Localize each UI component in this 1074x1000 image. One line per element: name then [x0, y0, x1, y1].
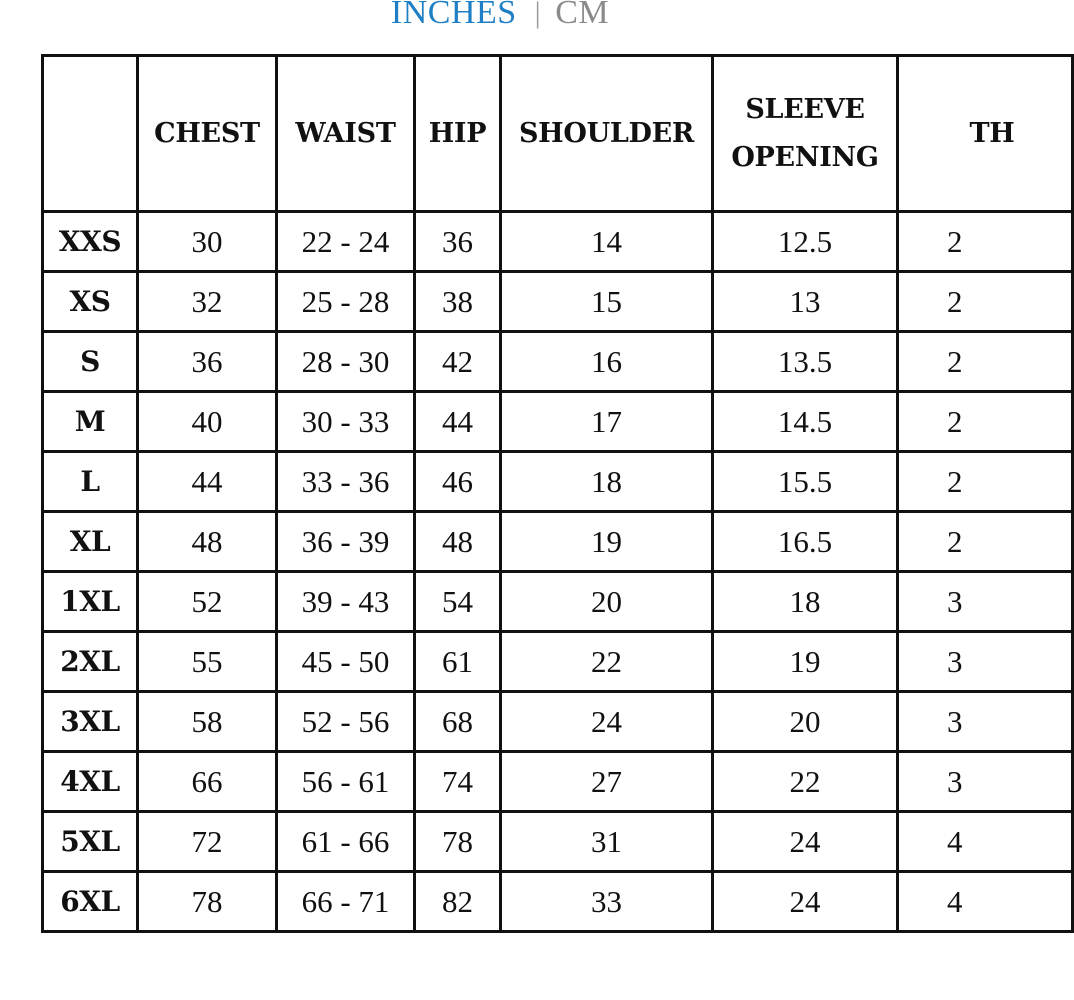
hip-cell: 42 [415, 332, 501, 392]
chest-cell: 48 [138, 512, 277, 572]
sleeve-opening-cell: 20 [713, 692, 898, 752]
table-row [43, 632, 1073, 692]
chest-cell: 78 [138, 872, 277, 932]
hip-cell: 68 [415, 692, 501, 752]
chest-cell: 72 [138, 812, 277, 872]
chest-cell: 55 [138, 632, 277, 692]
header-label-line: TH [969, 117, 1015, 149]
waist-header [277, 56, 415, 212]
size-cell: S [43, 332, 138, 392]
chest-cell: 32 [138, 272, 277, 332]
hip-cell: 48 [415, 512, 501, 572]
size-cell: XL [43, 512, 138, 572]
unit-toggle [0, 0, 1000, 33]
cropped-cell: 3 [898, 692, 1073, 752]
sleeve-opening-cell: 22 [713, 752, 898, 812]
size-cell: M [43, 392, 138, 452]
shoulder-cell: 15 [501, 272, 713, 332]
sleeve-opening-cell: 15.5 [713, 452, 898, 512]
hip-cell: 46 [415, 452, 501, 512]
cropped-cell: 3 [898, 632, 1073, 692]
size-cell: 4XL [43, 752, 138, 812]
sleeve-opening-cell: 12.5 [713, 212, 898, 272]
header-label-line: HIP [428, 117, 487, 149]
shoulder-cell: 31 [501, 812, 713, 872]
chest-cell: 30 [138, 212, 277, 272]
waist-cell: 30 - 33 [277, 392, 415, 452]
table-row [43, 272, 1073, 332]
size-cell: 6XL [43, 872, 138, 932]
shoulder-header [501, 56, 713, 212]
waist-cell: 28 - 30 [277, 332, 415, 392]
waist-cell: 61 - 66 [277, 812, 415, 872]
table-row [43, 332, 1073, 392]
cropped-cell: 3 [898, 752, 1073, 812]
waist-cell: 36 - 39 [277, 512, 415, 572]
chest-header [138, 56, 277, 212]
size-cell: 2XL [43, 632, 138, 692]
hip-cell: 36 [415, 212, 501, 272]
chest-cell: 66 [138, 752, 277, 812]
shoulder-cell: 14 [501, 212, 713, 272]
size-table [41, 54, 1074, 933]
chest-cell: 52 [138, 572, 277, 632]
cropped-cell: 3 [898, 572, 1073, 632]
sleeve-opening-cell: 24 [713, 872, 898, 932]
shoulder-cell: 33 [501, 872, 713, 932]
cropped-cell: 2 [898, 392, 1073, 452]
corner-header-cell [43, 56, 138, 212]
cropped-cell: 4 [898, 872, 1073, 932]
waist-cell: 22 - 24 [277, 212, 415, 272]
sleeve-opening-header [713, 56, 898, 212]
size-cell: XS [43, 272, 138, 332]
header-label-line: CHEST [154, 117, 260, 149]
waist-cell: 56 - 61 [277, 752, 415, 812]
table-row [43, 512, 1073, 572]
table-row [43, 872, 1073, 932]
table-row [43, 392, 1073, 452]
waist-cell: 45 - 50 [277, 632, 415, 692]
inches-unit-option[interactable]: INCHES [390, 0, 517, 31]
cropped-cell: 2 [898, 272, 1073, 332]
size-cell: XXS [43, 212, 138, 272]
size-cell: L [43, 452, 138, 512]
table-row [43, 212, 1073, 272]
shoulder-cell: 22 [501, 632, 713, 692]
hip-cell: 78 [415, 812, 501, 872]
chest-cell: 44 [138, 452, 277, 512]
cm-unit-option[interactable]: CM [555, 0, 610, 31]
shoulder-cell: 18 [501, 452, 713, 512]
shoulder-cell: 19 [501, 512, 713, 572]
hip-cell: 38 [415, 272, 501, 332]
hip-cell: 61 [415, 632, 501, 692]
shoulder-cell: 27 [501, 752, 713, 812]
shoulder-cell: 24 [501, 692, 713, 752]
table-row [43, 812, 1073, 872]
waist-cell: 33 - 36 [277, 452, 415, 512]
size-cell: 3XL [43, 692, 138, 752]
waist-cell: 25 - 28 [277, 272, 415, 332]
sleeve-opening-cell: 18 [713, 572, 898, 632]
cropped-cell: 2 [898, 212, 1073, 272]
sleeve-opening-cell: 16.5 [713, 512, 898, 572]
size-table-viewport [41, 54, 1015, 934]
waist-cell: 66 - 71 [277, 872, 415, 932]
table-row [43, 572, 1073, 632]
waist-cell: 39 - 43 [277, 572, 415, 632]
header-label-line: SHOULDER [518, 117, 695, 149]
cropped-cell: 4 [898, 812, 1073, 872]
table-row [43, 452, 1073, 512]
hip-cell: 74 [415, 752, 501, 812]
shoulder-cell: 16 [501, 332, 713, 392]
table-body [43, 212, 1073, 932]
sleeve-opening-cell: 13.5 [713, 332, 898, 392]
chest-cell: 36 [138, 332, 277, 392]
shoulder-cell: 17 [501, 392, 713, 452]
header-label-line: WAIST [295, 117, 396, 149]
sleeve-opening-cell: 13 [713, 272, 898, 332]
cropped-cell: 2 [898, 452, 1073, 512]
table-row [43, 692, 1073, 752]
cropped-cell: 2 [898, 512, 1073, 572]
hip-header [415, 56, 501, 212]
shoulder-cell: 20 [501, 572, 713, 632]
unit-separator: | [534, 0, 542, 29]
table-row [43, 752, 1073, 812]
hip-cell: 44 [415, 392, 501, 452]
sleeve-opening-cell: 14.5 [713, 392, 898, 452]
cropped-column-header [898, 56, 1073, 212]
sleeve-opening-cell: 24 [713, 812, 898, 872]
chest-cell: 58 [138, 692, 277, 752]
size-cell: 1XL [43, 572, 138, 632]
waist-cell: 52 - 56 [277, 692, 415, 752]
table-header-row [43, 56, 1073, 212]
chest-cell: 40 [138, 392, 277, 452]
size-cell: 5XL [43, 812, 138, 872]
hip-cell: 82 [415, 872, 501, 932]
hip-cell: 54 [415, 572, 501, 632]
header-label-line: SLEEVE [745, 93, 865, 125]
header-label-line: OPENING [731, 141, 879, 173]
cropped-cell: 2 [898, 332, 1073, 392]
sleeve-opening-cell: 19 [713, 632, 898, 692]
